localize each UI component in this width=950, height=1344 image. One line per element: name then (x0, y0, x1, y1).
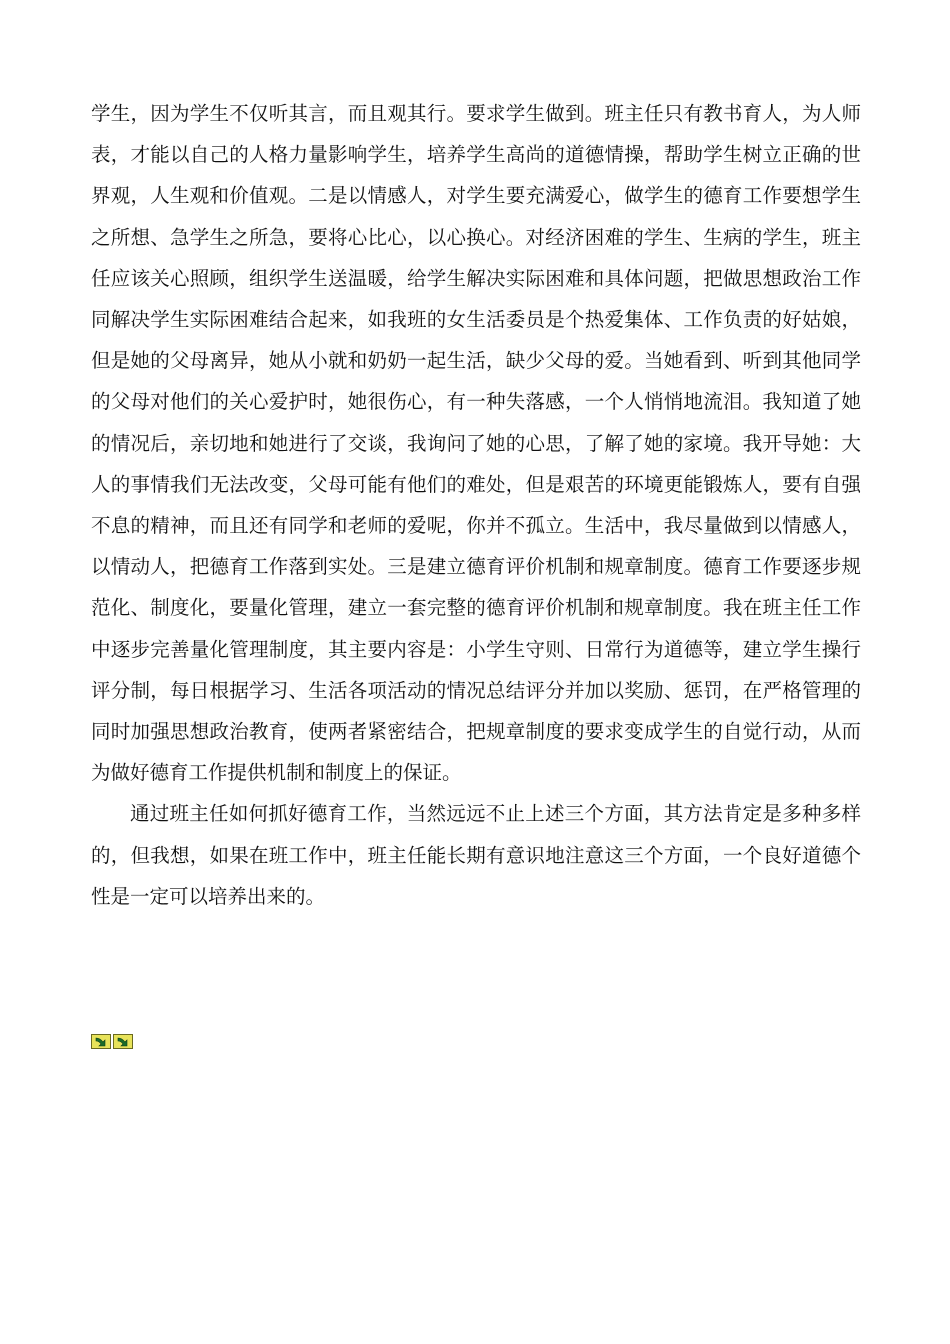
paragraph: 通过班主任如何抓好德育工作，当然远远不止上述三个方面，其方法肯定是多种多样的，但我想，如果在班工作中，班主任能长期有意识地注意这三个方面，一个良好道德个性是一定可以培养出来的。 (91, 802, 861, 908)
arrow-link-icon[interactable] (113, 1034, 133, 1049)
arrow-link-icon[interactable] (91, 1034, 111, 1049)
paragraph: 学生，因为学生不仅听其言，而且观其行。要求学生做到。班主任只有教书育人，为人师表，才能以自己的人格力量影响学生，培养学生高尚的道德情操，帮助学生树立正确的世界观，人生观和价值观。二是以情感人，对学生要充满爱心，做学生的德育工作要想学生之所想、急学生之所急，要将心比心，以心换心。对经济困难的学生、生病的学生，班主任应该关心照顾，组织学生送温暖，给学生解决实际困难和具体问题，把做思想政治工作同解决学生实际困难结合起来，如我班的女生活委员是个热爱集体、工作负责的好姑娘，但是她的父母离异，她从小就和奶奶一起生活，缺少父母的爱。当她看到、听到其他同学的父母对他们的关心爱护时，她很伤心，有一种失落感，一个人悄悄地流泪。我知道了她的情况后，亲切地和她进行了交谈，我询问了她的心思，了解了她的家境。我开导她：大人的事情我们无法改变，父母可能有他们的难处，但是艰苦的环境更能锻炼人，要有自强不息的精神，而且还有同学和老师的爱呢，你并不孤立。生活中，我尽量做到以情感人，以情动人，把德育工作落到实处。三是建立德育评价机制和规章制度。德育工作要逐步规范化、制度化，要量化管理，建立一套完整的德育评价机制和规章制度。我在班主任工作中逐步完善量化管理制度，其主要内容是：小学生守则、日常行为道德等，建立学生操行评分制，每日根据学习、生活各项活动的情况总结评分并加以奖励、惩罚，在严格管理的同时加强思想政治教育，使两者紧密结合，把规章制度的要求变成学生的自觉行动，从而为做好德育工作提供机制和制度上的保证。 (91, 102, 861, 785)
document-body (91, 93, 861, 917)
footer-icons (91, 1034, 133, 1049)
